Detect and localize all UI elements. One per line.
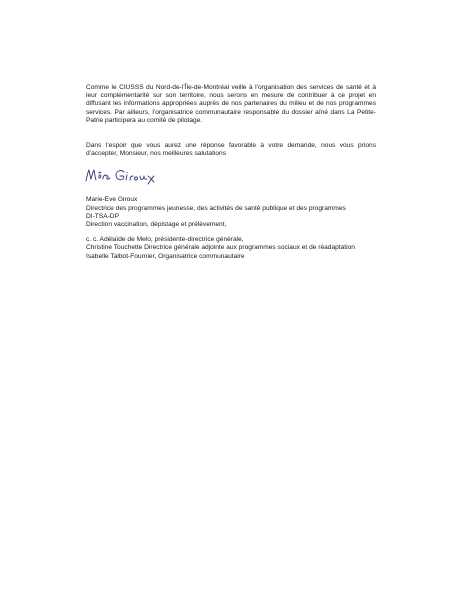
handwritten-signature xyxy=(84,164,194,186)
cc-line-1: c. c. Adélaïde de Melo, présidente-directrice générale, xyxy=(86,236,244,244)
signature-image xyxy=(84,164,194,186)
letter-body xyxy=(86,84,376,261)
paragraph-collaboration: Comme le CIUSSS du Nord-de-l’Île-de-Montréal veille à l’organisation des services de santé et à leur complémentarité sur son territoire, nous serons en mesure de contribuer à ce projet en diffusant les informations appropriées auprès de nos partenaires du milieu et de nos programmes services. Par ailleurs, l’organisatrice communautaire responsable du dossier aîné dans La Petite-Patrie participera au comité de pilotage. xyxy=(86,84,376,124)
signatory-title-line-3: Direction vaccination, dépistage et prélèvement, xyxy=(86,221,227,229)
signatory-block xyxy=(86,196,376,229)
signatory-title-line-1: Directrice des programmes jeunesse, des activités de santé publique et des programmes xyxy=(86,204,346,212)
cc-line-3: Isabelle Talbot-Fournier, Organisatrice communautaire xyxy=(86,252,245,260)
signatory-title-line-2: DI-TSA-DP xyxy=(86,212,119,220)
signatory-name: Marie-Eve Giroux xyxy=(86,196,138,204)
carbon-copy-block xyxy=(86,236,376,261)
cc-line-2: Christine Touchette Directrice générale adjointe aux programmes sociaux et de réadaptation xyxy=(86,244,355,252)
paragraph-closing: Dans l’espoir que vous aurez une réponse favorable à votre demande, nous vous prions d’accepter, Monsieur, nos meilleures salutations xyxy=(86,142,376,158)
